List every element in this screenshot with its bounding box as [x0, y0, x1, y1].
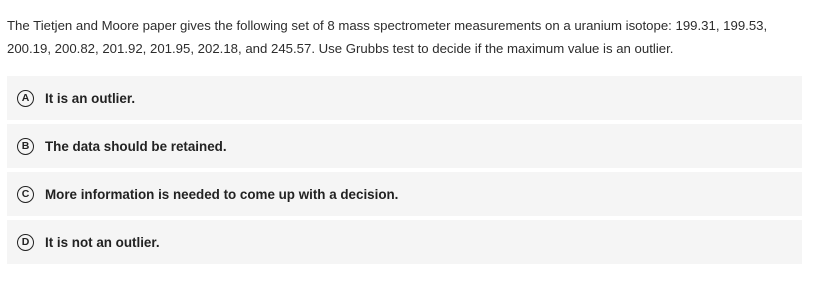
option-b[interactable]: [7, 124, 802, 168]
option-label-d: It is not an outlier.: [45, 234, 160, 250]
option-d[interactable]: [7, 220, 802, 264]
question-text: The Tietjen and Moore paper gives the following set of 8 mass spectrometer measurements on a uranium isotope: 199.31, 199.53, 200.19, 200.82, 201.92, 201.95, 202.18, and 245.57. Use Grubbs test to decide if the maximum value is an outlier.: [7, 18, 768, 56]
option-label-b: The data should be retained.: [45, 138, 227, 154]
option-letter-c: C: [17, 186, 34, 203]
option-a[interactable]: [7, 76, 802, 120]
answer-options: [7, 76, 802, 268]
option-label-a: It is an outlier.: [45, 90, 136, 106]
option-c[interactable]: [7, 172, 802, 216]
option-letter-b: B: [17, 138, 34, 155]
option-label-c: More information is needed to come up with a decision.: [45, 186, 399, 202]
option-letter-a: A: [17, 90, 34, 107]
option-letter-d: D: [17, 234, 34, 251]
